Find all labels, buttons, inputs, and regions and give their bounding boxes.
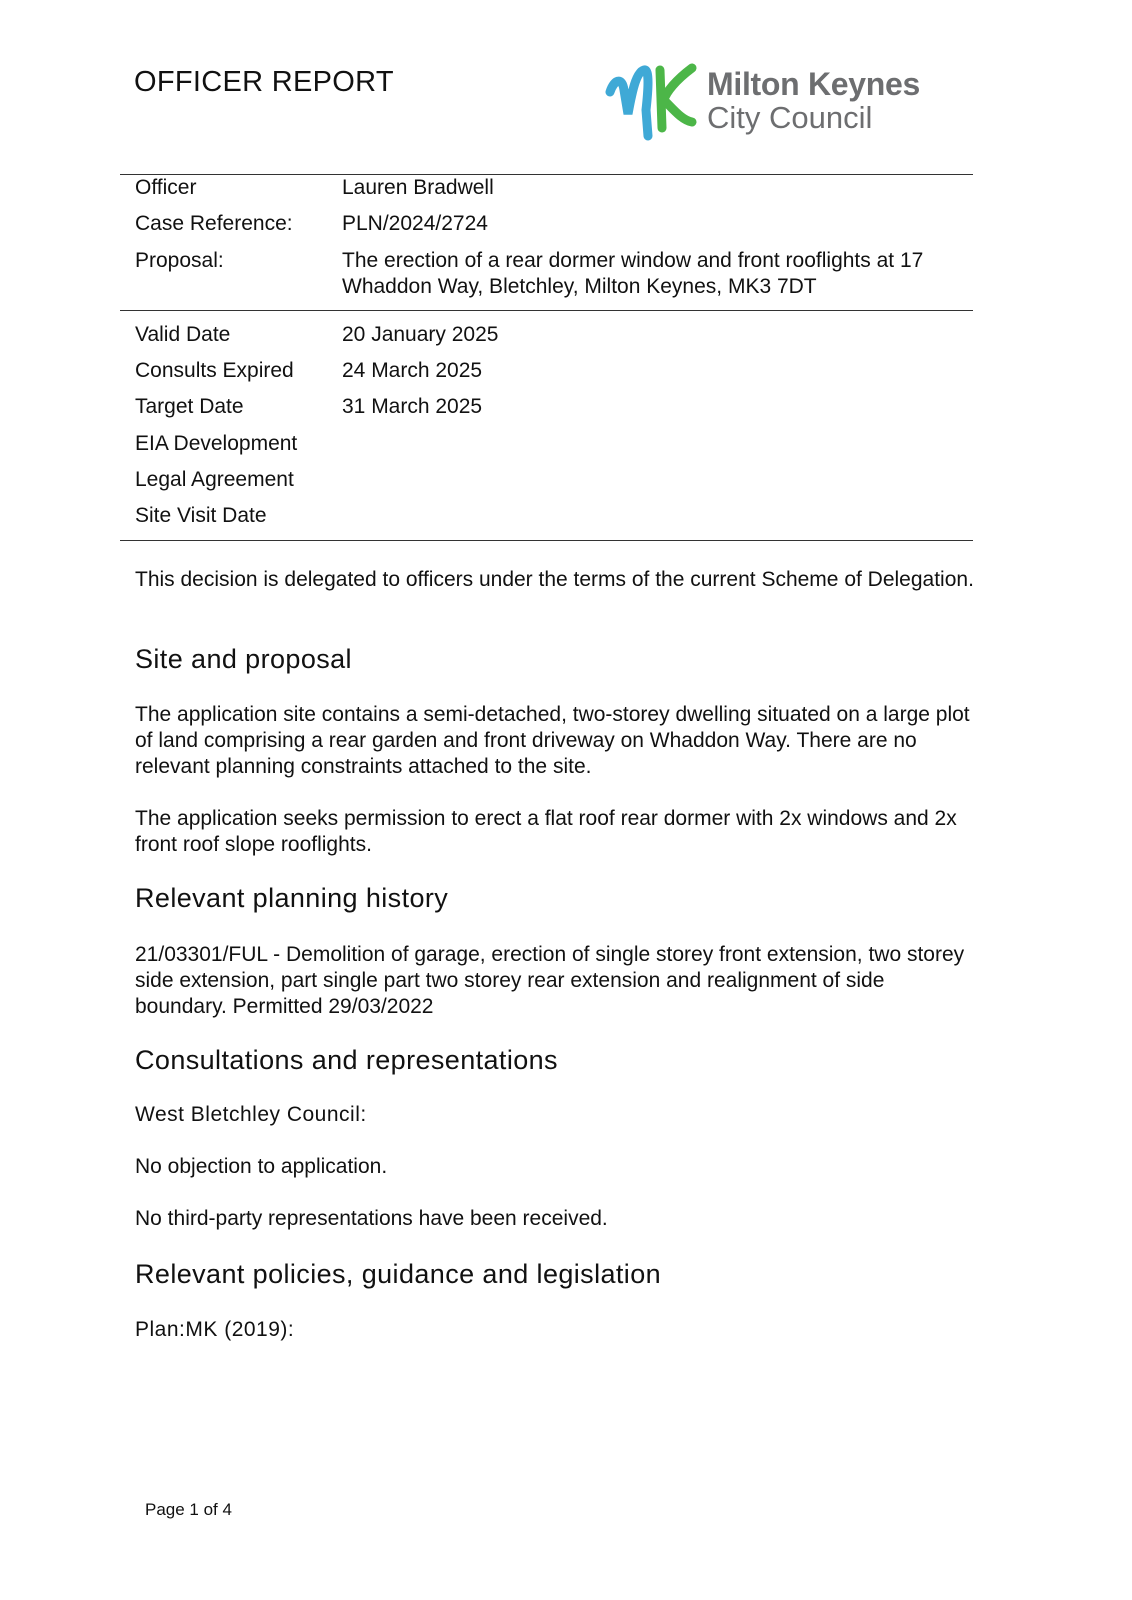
detail-label: Consults Expired [135, 359, 294, 382]
detail-value: 31 March 2025 [342, 395, 483, 418]
council-logo [604, 62, 974, 142]
detail-value: 24 March 2025 [342, 359, 483, 382]
heading-planning-history: Relevant planning history [135, 883, 449, 913]
detail-label: Valid Date [135, 323, 231, 346]
detail-value: The erection of a rear dormer window and front rooflights at 17 Whaddon Way, Bletchley, Milton Keynes, MK3 7DT [342, 249, 924, 298]
consultee-name: West Bletchley Council: [135, 1103, 367, 1126]
detail-label: Proposal: [135, 249, 224, 272]
page-number: Page 1 of 4 [145, 1500, 232, 1519]
site-paragraph-1: The application site contains a semi-detached, two-storey dwelling situated on a large plot of land comprising a rear garden and front driveway on Whaddon Way. There are no relevant planning constraints attached to the site. [135, 703, 970, 778]
detail-value: 20 January 2025 [342, 323, 499, 346]
heading-consultations: Consultations and representations [135, 1045, 558, 1075]
detail-label: Target Date [135, 395, 244, 418]
policy-plan-label: Plan:MK (2019): [135, 1318, 295, 1341]
logo-text-line1: Milton Keynes [707, 66, 921, 102]
detail-value: Lauren Bradwell [342, 176, 494, 199]
heading-policies: Relevant policies, guidance and legislation [135, 1259, 662, 1289]
consult-paragraph-2: No third-party representations have been received. [135, 1207, 608, 1230]
consult-paragraph-1: No objection to application. [135, 1155, 388, 1178]
detail-label: Site Visit Date [135, 504, 267, 527]
detail-value: PLN/2024/2724 [342, 212, 488, 235]
mk-monogram-icon [604, 62, 704, 142]
delegation-text: This decision is delegated to officers under the terms of the current Scheme of Delegation. [135, 568, 974, 591]
history-paragraph: 21/03301/FUL - Demolition of garage, erection of single storey front extension, two storey side extension, part single part two storey rear extension and realignment of side boundary. Permitted 29/03/2022 [135, 943, 965, 1018]
divider [120, 540, 973, 541]
detail-label: EIA Development [135, 432, 298, 455]
heading-site-proposal: Site and proposal [135, 644, 352, 674]
detail-label: Case Reference: [135, 212, 293, 235]
divider [120, 310, 973, 311]
logo-text-line2: City Council [707, 100, 873, 135]
site-paragraph-2: The application seeks permission to erect a flat roof rear dormer with 2x windows and 2x front roof slope rooflights. [135, 807, 957, 856]
detail-label: Officer [135, 176, 197, 199]
detail-label: Legal Agreement [135, 468, 294, 491]
report-title: OFFICER REPORT [134, 66, 394, 98]
